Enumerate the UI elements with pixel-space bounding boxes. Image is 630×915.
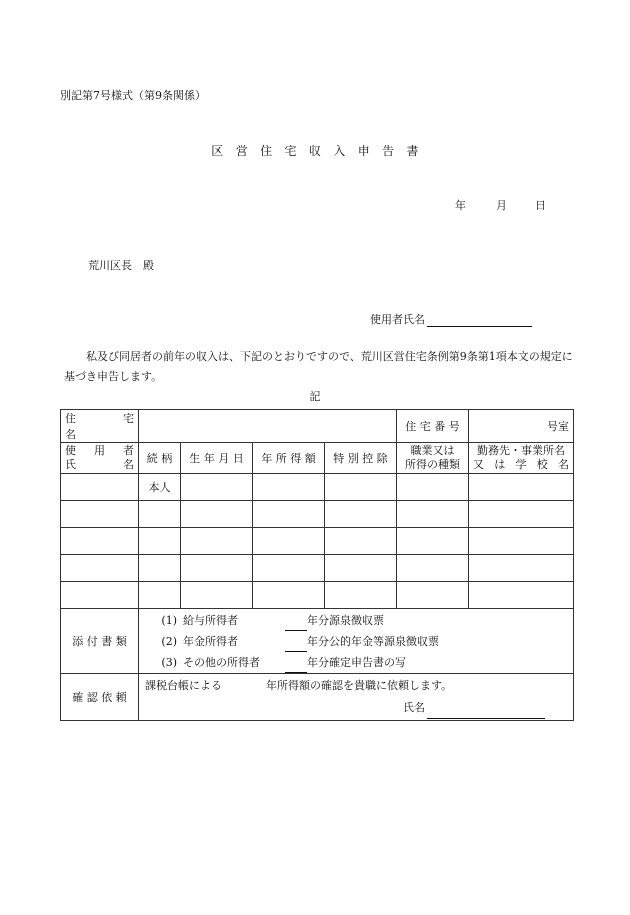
table-cell[interactable] [469,528,574,555]
attachments-label: 添 付 書 類 [61,609,139,674]
table-cell[interactable] [397,582,469,609]
table-cell[interactable] [181,555,253,582]
attachment-year-field[interactable] [285,639,307,652]
table-cell[interactable] [61,474,139,501]
table-row [61,555,574,582]
table-row [61,528,574,555]
request-text-part1: 課税台帳による [145,679,222,692]
form-number: 別記第7号様式（第9条関係） [60,89,206,102]
attachment-item: (1) 給与所得者 年分源泉徴収票 [139,610,573,631]
attachment-year-field[interactable] [285,618,307,631]
applicant-name-label: 使用者氏名 [370,313,425,326]
table-cell[interactable] [325,528,397,555]
date-year-label: 年 [455,199,466,212]
relation-header: 続 柄 [139,443,181,474]
table-cell[interactable] [253,474,325,501]
table-cell[interactable] [139,528,181,555]
table-row [61,501,574,528]
applicant-name-field[interactable] [427,314,532,327]
income-declaration-table [60,409,574,721]
occupation-header: 職業又は 所得の種類 [397,443,469,474]
column-header-row [61,443,574,474]
attachments-row [61,609,574,674]
confirmation-request-label: 確 認 依 頼 [61,674,139,721]
table-cell[interactable] [139,501,181,528]
room-suffix: 号室 [547,420,569,433]
attachment-item: (3) その他の所得者 年分確定申告書の写 [139,652,573,673]
table-cell[interactable] [325,501,397,528]
table-cell[interactable] [397,474,469,501]
table-cell[interactable] [181,582,253,609]
table-cell[interactable] [253,582,325,609]
table-cell[interactable] [181,501,253,528]
table-cell[interactable] [469,582,574,609]
request-name-field[interactable] [427,706,545,719]
room-number-field[interactable] [469,410,574,443]
attachment-year-field[interactable] [285,660,307,673]
confirmation-request-row [61,674,574,721]
table-cell[interactable] [325,555,397,582]
table-row [61,474,574,501]
applicant-name-line [370,311,532,327]
table-cell[interactable] [139,555,181,582]
table-cell[interactable] [397,555,469,582]
table-cell[interactable] [469,474,574,501]
housing-name-field[interactable] [139,410,397,443]
table-row [61,582,574,609]
table-cell[interactable] [181,474,253,501]
table-cell[interactable] [253,501,325,528]
table-cell[interactable] [181,528,253,555]
date-month-label: 月 [496,199,507,212]
attachment-item: (2) 年金所得者 年分公的年金等源泉徴収票 [139,631,573,652]
ki-heading: 記 [309,390,321,403]
date-day-label: 日 [535,199,546,212]
table-cell[interactable] [325,582,397,609]
table-cell[interactable] [61,555,139,582]
date-line [455,197,546,213]
table-cell[interactable] [325,474,397,501]
user-name-header: 使 用 者 氏 名 [61,443,139,474]
workplace-header: 勤務先・事業所名 又 は 学 校 名 [469,443,574,474]
addressee: 荒川区長 殿 [88,259,154,272]
table-cell[interactable] [253,528,325,555]
table-cell[interactable] [253,555,325,582]
table-cell[interactable] [61,528,139,555]
attachments-list [139,609,574,674]
confirmation-request-body [139,674,574,721]
declaration-text: 私及び同居者の前年の収入は、下記のとおりですので、荒川区営住宅条例第9条第1項本文の規定に基づき申告します。 [64,350,573,383]
table-cell[interactable] [397,501,469,528]
relation-self-cell: 本人 [139,474,181,501]
request-name-label: 氏名 [403,701,425,714]
housing-number-label: 住 宅 番 号 [397,410,469,443]
document-title: 区 営 住 宅 収 入 申 告 書 [211,144,419,158]
table-cell[interactable] [469,555,574,582]
deduction-header: 特 別 控 除 [325,443,397,474]
table-cell[interactable] [469,501,574,528]
table-cell[interactable] [61,582,139,609]
housing-name-label: 住 宅 名 [61,410,139,443]
birthdate-header: 生 年 月 日 [181,443,253,474]
table-cell[interactable] [61,501,139,528]
request-text-part2: 年所得額の確認を貴職に依頼します。 [266,679,453,692]
table-cell[interactable] [397,528,469,555]
table-cell[interactable] [139,582,181,609]
housing-row [61,410,574,443]
income-header: 年 所 得 額 [253,443,325,474]
